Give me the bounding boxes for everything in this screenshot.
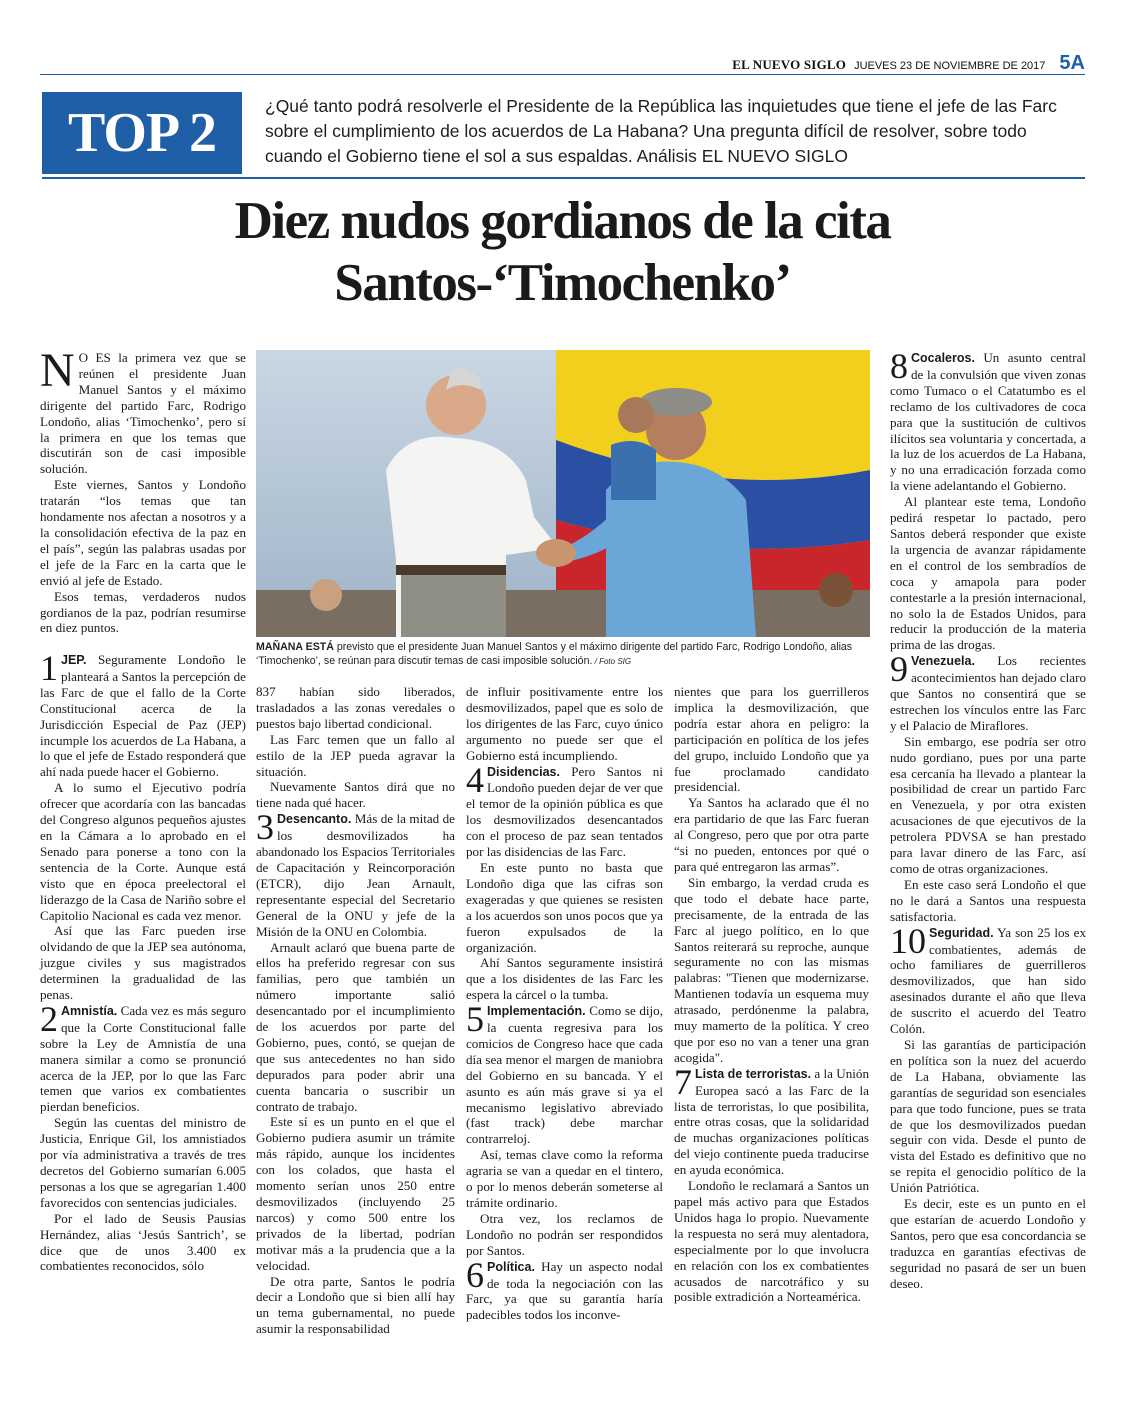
point-number: 4 <box>466 759 484 800</box>
point-number: 1 <box>40 648 58 688</box>
column-3-paragraph-a: de influir positivamente entre los desmovilizados, papel que es solo de los dirigentes de las Farc, cuyo único argumento no puede ser que el Gobierno está incumpliendo. <box>466 684 663 763</box>
headline <box>40 190 1085 314</box>
point-9 <box>890 649 1086 734</box>
page-number: 5A <box>1059 52 1085 74</box>
point-number: 6 <box>466 1254 484 1295</box>
point-9-paragraph-b: Sin embargo, ese podría ser otro nudo gordiano, pues por una parte esa cercanía ha llevado a plantear la posibilidad de crear un partido Farc en Venezuela, y por otra existen acusaciones de que ejecutivos de la petrolera PDVSA se han prestado para lavar dinero de las Farc, así como de otras organizaciones. <box>890 733 1086 876</box>
newspaper-name: EL NUEVO SIGLO <box>732 57 847 72</box>
point-6-text: Hay un aspecto nodal de toda la negociación con las Farc, ya que su garantía haría padecibles todos los inconve- <box>466 1258 663 1323</box>
point-3-paragraph-d: De otra parte, Santos le podría decir a Londoño que si bien allí hay un tema gubernamental, no puede asumir la responsabilidad <box>256 1273 455 1337</box>
point-keyword: JEP. <box>61 653 87 667</box>
column-4-paragraph-c: Sin embargo, la verdad cruda es que todo el debate hace parte, precisamente, de la entrada de las Farc al juego político, en lo que Santos reiterará su reproche, aunque seguramente no con las mismas palabras: "Tienen que modernizarse. Mantienen todavía un esquema muy atrasado, perdónenme la palabra, muy mamerto de la política. Y creo que por eso no van a tener una gran acogida". <box>674 874 869 1065</box>
point-8 <box>890 346 1086 494</box>
column-2-paragraph-b: Las Farc temen que un fallo al estilo de la JEP pueda agravar la situación. <box>256 731 455 779</box>
drop-cap: N <box>40 344 75 397</box>
caption-text: previsto que el presidente Juan Manuel Santos y el máximo dirigente del partido Farc, Rodrigo Londoño, alias ‘Timochenko’, se reúnan para discutir temas de casi imposible solución. <box>256 641 853 667</box>
point-10-paragraph-c: Es decir, este es un punto en el que estarían de acuerdo Londoño y Santos, pero que esa concordancia se traduzca en garantías efectivas de seguridad no pasará de ser un buen deseo. <box>890 1196 1086 1291</box>
intro-paragraph-1-text: O ES la primera vez que se reúnen el presidente Juan Manuel Santos y el máximo dirigente del partido Farc, Rodrigo Londoño, alias ‘Timochenko’, pero sí la primera en que los temas que discutirán son de casi imposible solución. <box>40 350 246 477</box>
point-7 <box>674 1061 869 1178</box>
point-number: 10 <box>890 920 926 961</box>
point-keyword: Implementación. <box>487 1004 586 1019</box>
article-column-3 <box>466 684 663 1323</box>
point-number: 7 <box>674 1061 692 1102</box>
point-5-paragraph-b: Así, temas clave como la reforma agraria se van a quedar en el tintero, o por lo menos deberán someterse al trámite ordinario. <box>466 1147 663 1210</box>
point-1-paragraph-c: Así que las Farc pueden irse olvidando de que la JEP sea autónoma, juzgue civiles y sus magistrados determinen la gradualidad de las penas. <box>40 923 246 1003</box>
point-5-text: Como se dijo, la cuenta regresiva para los comicios de Congreso hace que cada día sea menor el margen de maniobra del Gobierno en su bancada. Y el asunto es aún más grave si ya el mecanismo legislativo abreviado (fast track) debe marchar contrarreloj. <box>466 1003 663 1147</box>
point-4 <box>466 759 663 860</box>
point-keyword: Cocaleros. <box>911 351 975 365</box>
point-8-paragraph-b: Al plantear este tema, Londoño pedirá respetar lo pactado, pero Santos deberá responder que existe la urgencia de avanzar rápidamente en el control de los sembradíos de coca y amapola para poder contestarle a la presión internacional, no solo la de Estados Unidos, para reducir la producción de la materia prima de las drogas. <box>890 494 1086 653</box>
point-3-paragraph-b: Arnault aclaró que buena parte de ellos ha preferido regresar con sus familias, pero que también un número importante salió desencantado por el incumplimiento de los acuerdos por parte del Gobierno, pues, contó, se quejan de que sus antecedentes no han sido depurados para poder abrir una cuenta bancaria o suscribir un contrato de trabajo. <box>256 939 455 1114</box>
point-keyword: Lista de terroristas. <box>695 1066 812 1081</box>
point-7-text: a la Unión Europea sacó a las Farc de la lista de terroristas, lo que posibilita, entre otras cosas, que la solidaridad de muchas organizaciones políticas del viejo continente pueda traducirse en ayuda económica. <box>674 1065 869 1178</box>
masthead-rule <box>40 74 1085 75</box>
point-number: 3 <box>256 807 274 848</box>
masthead <box>732 52 1085 75</box>
headline-line-1: Diez nudos gordianos de la cita <box>234 192 891 250</box>
column-2-paragraph-c: Nuevamente Santos dirá que no tiene nada qué hacer. <box>256 779 455 811</box>
point-3-text: Más de la mitad de los desmovilizados ha abandonado los Espacios Territoriales de Capacitación y Reincorporación (ETCR), dijo Jean Arnault, representante especial del Secretario General de la ONU y jefe de la Misión de la ONU en Colombia. <box>256 811 455 939</box>
point-9-text: Los recientes acontecimientos han dejado claro que Santos no consentirá que se estrechen los vínculos entre las Farc y el Palacio de Miraflores. <box>890 653 1086 733</box>
intro-paragraph-3: Esos temas, verdaderos nudos gordianos de la paz, podrían resumirse en diez puntos. <box>40 588 246 636</box>
point-keyword: Disidencias. <box>487 764 560 779</box>
point-4-paragraph-b: En este punto no basta que Londoño diga que las cifras son exageradas y que quienes se resisten a los acuerdos son unos pocos que ya fueron expulsados de la organización. <box>466 859 663 955</box>
point-2-paragraph-c: Por el lado de Seusis Pausias Hernández, alias ‘Jesús Santrich’, se dice que de unos 3.400 ex combatientes reconocidos, sólo <box>40 1210 246 1274</box>
point-8-text: Un asunto central de la convulsión que viven zonas como Tumaco o el Catatumbo es el reclamo de los cultivadores de coca para que la sustitución de cultivos ilícitos sea voluntaria y concertada, a la luz de los acuerdos de La Habana, y no una erradicación forzada como la viene adelantando el Gobierno. <box>890 350 1086 494</box>
article-column-5 <box>890 346 1086 1291</box>
point-4-paragraph-c: Ahí Santos seguramente insistirá que a los disidentes de las Farc les espera la cárcel o la tumba. <box>466 955 663 1003</box>
point-10-paragraph-b: Si las garantías de participación en política son la nuez del acuerdo de La Habana, obviamente las garantías de seguridad son esenciales para que todo funcione, pues se trata de que los desmovilizados puedan seguir con vida. Desde el punto de vista del Estado es definitivo que no se repita el genocidio político de la Unión Patriótica. <box>890 1036 1086 1196</box>
top2-badge <box>42 92 242 174</box>
caption-lead: MAÑANA ESTÁ <box>256 641 334 653</box>
point-keyword: Política. <box>487 1259 535 1274</box>
point-1 <box>40 648 246 780</box>
point-9-paragraph-c: En este caso será Londoño el que no le dará a Santos una respuesta satisfactoria. <box>890 876 1086 924</box>
article-column-1 <box>40 344 246 636</box>
column-2-paragraph-a: 837 habían sido liberados, trasladados a las zonas veredales o puestos bajo libertad condicional. <box>256 684 455 731</box>
point-number: 5 <box>466 999 484 1040</box>
point-1-paragraph-b: A lo sumo el Ejecutivo podría ofrecer que acordaría con las bancadas del Congreso algunos pequeños ajustes en la Cámara a lo aprobado en el Senado para ponerse a tono con la sentencia de la Corte. Aunque está visto que en época preelectoral el liderazgo de la Casa de Nariño sobre el Capitolio Nacional es cada vez menor. <box>40 780 246 923</box>
point-keyword: Venezuela. <box>911 654 975 669</box>
point-7-paragraph-b: Londoño le reclamará a Santos un papel más activo para que Estados Unidos haga lo propio. Nuevamente la respuesta no será muy alentadora, especialmente por lo que involucra en relación con los ex combatientes acusados de narcotráfico y su posible extradición a Norteamérica. <box>674 1178 869 1305</box>
headline-line-2: Santos-‘Timochenko’ <box>334 254 791 312</box>
point-10 <box>890 920 1086 1037</box>
top2-badge-text: TOP 2 <box>67 102 216 164</box>
article-intro: ¿Qué tanto podrá resolverle el Presidente de la República las inquietudes que tiene el jefe de las Farc sobre el cumplimiento de los acuerdos de La Habana? Una pregunta difícil de resolver, sobre todo cuando el Gobierno tiene el sol a sus espaldas. Análisis EL NUEVO SIGLO <box>265 96 1057 166</box>
photo-caption <box>256 640 870 669</box>
point-3 <box>256 807 455 939</box>
article-column-1-cont <box>40 648 246 1274</box>
article-column-2 <box>256 684 455 1337</box>
point-5-paragraph-c: Otra vez, los reclamos de Londoño no podrán ser respondidos por Santos. <box>466 1210 663 1258</box>
point-number: 8 <box>890 346 908 386</box>
article-photo <box>256 350 870 637</box>
point-number: 2 <box>40 998 58 1039</box>
point-3-paragraph-c: Este sí es un punto en el que el Gobierno pudiera asumir un trámite más rápido, aunque los incidentes con los colados, que hasta el momento serían unos 250 entre desmovilizados (incluyendo 25 narcos) y como 500 entre los privados de la libertad, podrían motivar más a la prudencia que a la velocidad. <box>256 1114 455 1273</box>
point-4-text: Pero Santos ni Londoño pueden dejar de ver que el temor de la opinión pública es que los desmovilizados desencantados con el proceso de paz sean tentados por las disidencias de las Farc. <box>466 763 663 860</box>
intro-paragraph-2: Este viernes, Santos y Londoño tratarán “los temas que tan hondamente nos afectan a nosotros y a la consolidación efectiva de la paz en el país”, según las palabras usadas por el jefe de la Farc en la carta que le envió al jefe de Estado. <box>40 477 246 588</box>
point-number: 9 <box>890 649 908 690</box>
point-keyword: Seguridad. <box>929 925 994 940</box>
point-6 <box>466 1254 663 1324</box>
point-2-text: Cada vez es más seguro que la Corte Constitucional falle sobre la Ley de Amnistía de una manera similar a como se pronunció acerca de la JEP, por lo que las Farc temen que varios ex combatientes pierdan beneficios. <box>40 1002 246 1115</box>
point-5 <box>466 999 663 1147</box>
point-2 <box>40 998 246 1115</box>
handshake-photo-illustration <box>256 350 870 637</box>
point-10-text: Ya son 25 los ex combatientes, además de ocho familiares de guerrilleros desmovilizados, que han sido asesinados durante el año que lleva de suscrito el acuerdo del Teatro Colón. <box>890 924 1086 1037</box>
column-4-paragraph-b: Ya Santos ha aclarado que él no era partidario de que las Farc fueran al Congreso, pero que por otra parte “si no pueden, entonces por qué o para qué entregaron las armas”. <box>674 795 869 874</box>
point-keyword: Amnistía. <box>61 1003 118 1018</box>
photo-credit: / Foto SIG <box>592 657 632 666</box>
issue-date: JUEVES 23 DE NOVIEMBRE DE 2017 <box>854 60 1046 72</box>
point-1-text: Seguramente Londoño le planteará a Santos la percepción de las Farc de que el fallo de la Corte Constitucional acerca de la Jurisdicción Especial de Paz (JEP) incumple los acuerdos de La Habana, a lo que el jefe de Estado responderá que ahí nada puede hacer el Gobierno. <box>40 652 246 780</box>
column-4-paragraph-a: nientes que para los guerrilleros implica la desmovilización, que podría estar ahora en peligro: la participación en política de los jefes del grupo, incluido Londoño que ya fue proclamado candidato presidencial. <box>674 684 869 795</box>
intro-paragraph-1 <box>40 344 246 477</box>
point-2-paragraph-b: Según las cuentas del ministro de Justicia, Enrique Gil, los amnistiados por vía administrativa a través de tres decretos del Gobierno sumarían 6.005 personas a los que se agregarían 1.400 favorecidos con sentencias judiciales. <box>40 1115 246 1210</box>
intro-rule <box>42 177 1085 179</box>
article-column-4 <box>674 684 869 1305</box>
point-keyword: Desencanto. <box>277 812 352 827</box>
